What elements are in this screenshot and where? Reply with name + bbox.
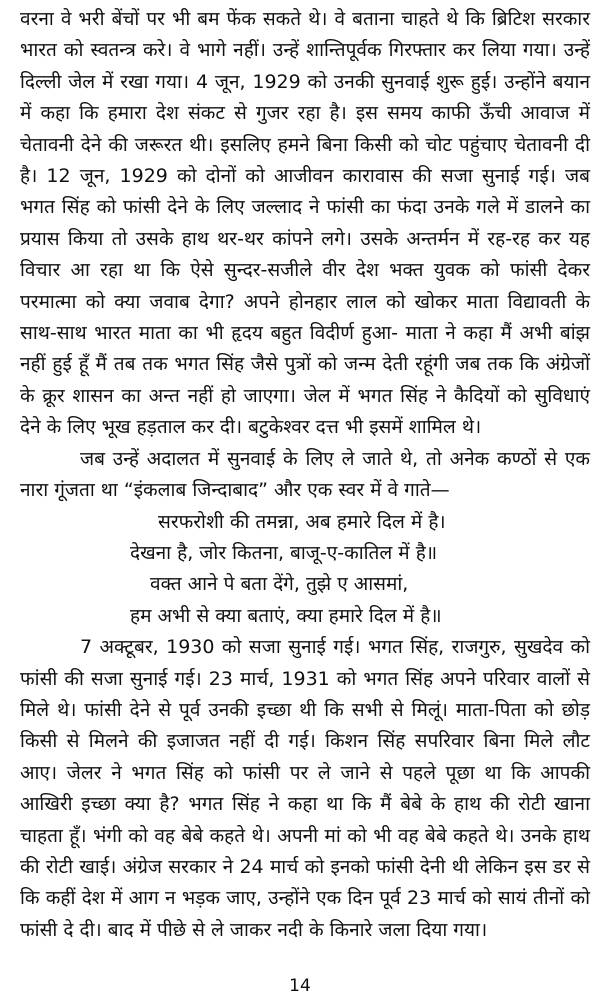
paragraph-trial-and-sentence: वरना वे भरी बेंचों पर भी बम फेंक सकते थे। वे बताना चाहते थे कि ब्रिटिश सरकार भारत को स्वतन्त्र करे। वे भागे नहीं। उन्हें शान्तिपूर्वक गिरफ्तार कर लिया गया। उन्हें दिल्ली जेल में रखा गया। 4 जून, 1929 को उनकी सुनवाई शुरू हुई। उन्होंने बयान में कहा कि हमारा देश संकट से गुजर रहा है। इस समय काफी ऊँची आवाज में चेतावनी देने की जरूरत थी। इसलिए हमने बिना किसी को चोट पहुंचाए चेतावनी दी है। 12 जून, 1929 को दोनों को आजीवन कारावास की सजा सुनाई गई। जब भगत सिंह को फांसी देने के लिए जल्लाद ने फांसी का फंदा उनके गले में डालने का प्रयास किया तो उसके हाथ थर-थर कांपने लगे। उसके अन्तर्मन में रह-रह कर यह विचार आ रहा था कि ऐसे सुन्दर-सजीले वीर देश भक्त युवक को फांसी देकर परमात्मा को क्या जवाब देगा? अपने होनहार लाल को खोकर माता विद्यावती के साथ-साथ भारत माता का भी हृदय बहुत विदीर्ण हुआ- माता ने कहा मैं अभी बांझ नहीं हुई हूँ मैं तब तक भगत सिंह जैसे पुत्रों को जन्म देती रहूंगी जब तक कि अंग्रेजों के क्रूर शासन का अन्त नहीं हो जाएगा। जेल में भगत सिंह ने कैदियों को सुविधाएं देने के लिए भूख हड़ताल कर दी। बटुकेश्वर दत्त भी इसमें शामिल थे।: [20, 8, 590, 439]
paragraph-court-slogan: जब उन्हें अदालत में सुनवाई के लिए ले जाते थे, तो अनेक कण्ठों से एक नारा गूंजता था “इंकलाब जिन्दाबाद” और एक स्वर में वे गाते—: [20, 447, 590, 502]
book-page: [20, 4, 590, 946]
paragraph-execution: 7 अक्टूबर, 1930 को सजा सुनाई गई। भगत सिंह, राजगुरु, सुखदेव को फांसी की सजा सुनाई गई। 23 मार्च, 1931 को भगत सिंह अपने परिवार वालों से मिले थे। फांसी देने से पूर्व उनकी इच्छा थी कि सभी से मिलूं। माता-पिता को छोड़ किसी से मिलने की इजाजत नहीं दी गई। किशन सिंह सपरिवार बिना मिले लौट आए। जेलर ने भगत सिंह को फांसी पर ले जाने से पहले पूछा था कि आपकी आखिरी इच्छा क्या है? भगत सिंह ने कहा था कि मैं बेबे के हाथ की रोटी खाना चाहता हूँ। भंगी को वह बेबे कहते थे। अपनी मां को भी वह बेबे कहते थे। उनके हाथ की रोटी खाई। अंग्रेज सरकार ने 24 मार्च को इनको फांसी देनी थी लेकिन इस डर से कि कहीं देश में आग न भड़क जाए, उन्होंने एक दिन पूर्व 23 मार्च को सायं तीनों को फांसी दे दी। बाद में पीछे से ले जाकर नदी के किनारे जला दिया गया।: [20, 636, 590, 941]
verse-line-3: वक्त आने पे बता देंगे, तुझे ए आसमां,: [150, 573, 409, 596]
verse-line-2: देखना है, जोर कितना, बाजू-ए-कातिल में है॥: [130, 541, 438, 564]
verse-block: [20, 507, 590, 633]
verse-line-1: सरफरोशी की तमन्ना, अब हमारे दिल में है।: [158, 510, 446, 533]
verse-line-4: हम अभी से क्या बताएं, क्या हमारे दिल में है॥: [130, 604, 442, 627]
page-number: 14: [289, 976, 311, 996]
